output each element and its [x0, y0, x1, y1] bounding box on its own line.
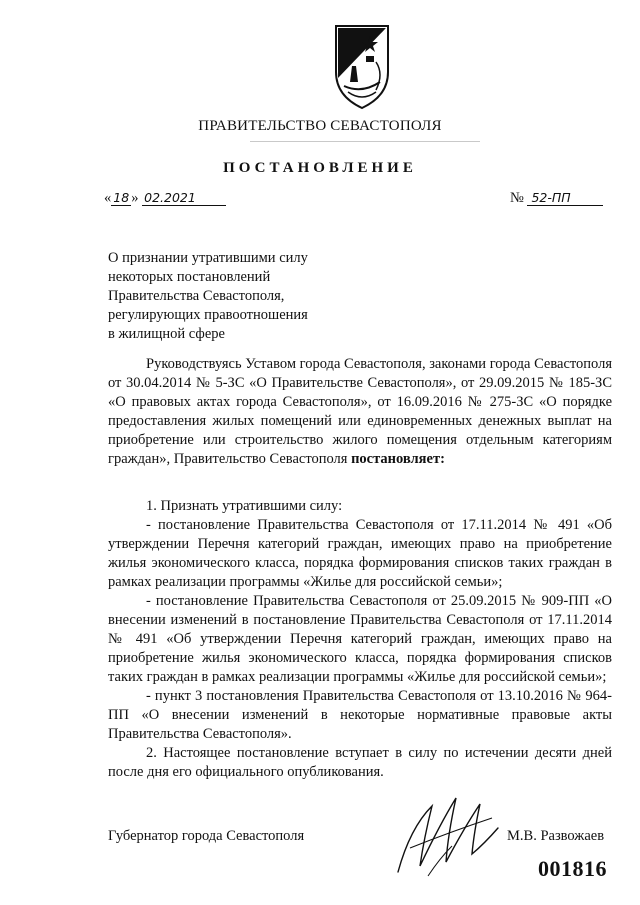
serial-number: 001816	[538, 856, 607, 881]
preamble-text: Руководствуясь Уставом города Севастополя, законами города Севастополя от 30.04.2014 № 5-ЗС «О Правительстве Севастополя», от 29.09.2015 № 185-ЗС «О правовых актах города Севастополя», от 16.09.2016 № 275-ЗС «О порядке предоставления жилых помещений или единовременных денежных выплат на приобретение или строительство жилого помещения отдельным категориям граждан», Правительство Севастополя	[108, 356, 612, 467]
item-1-title: 1. Признать утратившими силу:	[146, 498, 343, 514]
government-title: ПРАВИТЕЛЬСТВО СЕВАСТОПОЛЯ	[198, 118, 442, 134]
date-quote-open: «	[104, 190, 112, 206]
header-divider	[250, 141, 480, 142]
subject-line: некоторых постановлений	[108, 269, 271, 285]
item-2: 2. Настоящее постановление вступает в силу по истечении десяти дней после дня его официального опубликования.	[108, 745, 612, 780]
signatory-name: М.В. Развожаев	[507, 828, 605, 844]
date-day: 18	[111, 190, 131, 206]
document-date	[104, 190, 226, 207]
preamble-resolves: постановляет:	[351, 451, 445, 467]
subject-line: в жилищной сфере	[108, 326, 225, 342]
handwritten-signature	[380, 788, 520, 884]
item-1-sub-3: - пункт 3 постановления Правительства Севастополя от 13.10.2016 № 964-ПП «О внесении изменений в некоторые нормативные правовые акты Правительства Севастополя».	[108, 688, 612, 742]
subject-line: О признании утратившими силу	[108, 250, 308, 266]
item-1-sub-2: - постановление Правительства Севастополя от 25.09.2015 № 909-ПП «О внесении изменений в постановление Правительства Севастополя от 17.11.2014 № 491 «Об утверждении Перечня категорий граждан, имеющих право на приобретение жилья экономического класса, порядка формирования списков таких граждан в рамках реализации программы «Жилье для российской семьи»;	[108, 593, 612, 685]
operative-part	[108, 497, 612, 782]
number-value: 52-ПП	[527, 190, 603, 206]
date-month-year: 02.2021	[142, 190, 226, 206]
subject-line: регулирующих правоотношения	[108, 307, 308, 323]
item-1-sub-1: - постановление Правительства Севастополя от 17.11.2014 № 491 «Об утверждении Перечня категорий граждан, имеющих право на приобретение жилья экономического класса, порядка формирования списков таких граждан в рамках реализации программы «Жилье для российской семьи»;	[108, 517, 612, 590]
document-subject	[108, 249, 348, 344]
document-type-heading: ПОСТАНОВЛЕНИЕ	[223, 160, 417, 176]
date-quote-close: »	[131, 190, 139, 206]
coat-of-arms-icon	[330, 22, 394, 110]
signatory-position: Губернатор города Севастополя	[108, 828, 305, 844]
subject-line: Правительства Севастополя,	[108, 288, 285, 304]
preamble-paragraph	[108, 355, 612, 469]
number-sign: №	[510, 190, 524, 206]
document-number	[510, 190, 603, 207]
